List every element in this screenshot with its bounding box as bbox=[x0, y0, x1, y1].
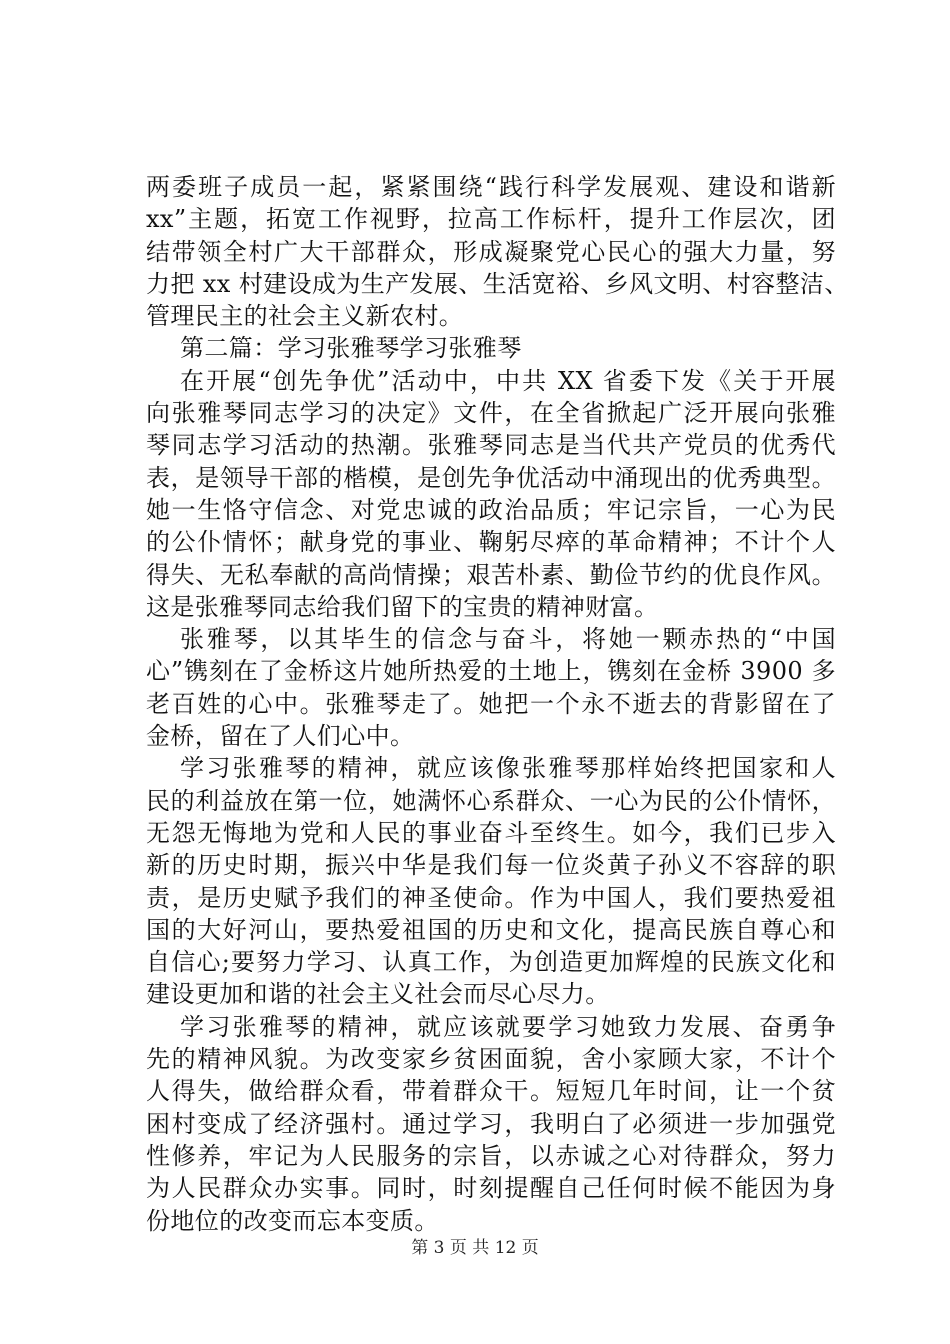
text-line: 得失、无私奉献的高尚情操；艰苦朴素、勤俭节约的优良作风。 bbox=[146, 560, 836, 589]
text-line: 人得失，做给群众看，带着群众干。短短几年时间，让一个贫 bbox=[146, 1077, 836, 1106]
text-line: 向张雅琴同志学习的决定》文件，在全省掀起广泛开展向张雅 bbox=[146, 399, 836, 428]
text-line: 自信心;要努力学习、认真工作，为创造更加辉煌的民族文化和 bbox=[146, 948, 836, 977]
text-line: 责，是历史赋予我们的神圣使命。作为中国人，我们要热爱祖 bbox=[146, 883, 836, 912]
text-line: 表，是领导干部的楷模，是创先争优活动中涌现出的优秀典型。 bbox=[146, 463, 836, 492]
text-line: 两委班子成员一起，紧紧围绕“践行科学发展观、建设和谐新 bbox=[146, 173, 836, 201]
text-line: 国的大好河山，要热爱祖国的历史和文化，提高民族自尊心和 bbox=[146, 915, 836, 944]
text-line: 心”镌刻在了金桥这片她所热爱的土地上，镌刻在金桥 3900 多 bbox=[146, 657, 836, 686]
text-line: 这是张雅琴同志给我们留下的宝贵的精神财富。 bbox=[146, 592, 659, 621]
text-line: 学习张雅琴的精神，就应该像张雅琴那样始终把国家和人 bbox=[180, 754, 836, 783]
body-text bbox=[146, 171, 849, 1237]
text-line: 老百姓的心中。张雅琴走了。她把一个永不逝去的背影留在了 bbox=[146, 689, 836, 718]
text-line: 无怨无悔地为党和人民的事业奋斗至终生。如今，我们已步入 bbox=[146, 818, 836, 847]
text-line: xx”主题，拓宽工作视野，拉高工作标杆，提升工作层次，团 bbox=[146, 205, 836, 234]
text-line: 性修养，牢记为人民服务的宗旨，以赤诚之心对待群众，努力 bbox=[146, 1141, 836, 1170]
text-line: 困村变成了经济强村。通过学习，我明白了必须进一步加强党 bbox=[146, 1109, 836, 1138]
text-line: 份地位的改变而忘本变质。 bbox=[146, 1206, 439, 1235]
text-line: 建设更加和谐的社会主义社会而尽心尽力。 bbox=[146, 980, 610, 1009]
text-line: 在开展“创先争优”活动中，中共 XX 省委下发《关于开展 bbox=[180, 366, 836, 395]
text-line: 结带领全村广大干部群众，形成凝聚党心民心的强大力量，努 bbox=[146, 237, 836, 266]
text-line: 管理民主的社会主义新农村。 bbox=[146, 302, 464, 331]
page-footer: 第 3 页 共 12 页 bbox=[411, 1238, 539, 1258]
text-line: 第二篇：学习张雅琴学习张雅琴 bbox=[180, 334, 522, 363]
text-line: 力把 xx 村建设成为生产发展、生活宽裕、乡风文明、村容整洁、 bbox=[146, 269, 849, 298]
text-line: 为人民群众办实事。同时，时刻提醒自己任何时候不能因为身 bbox=[146, 1174, 836, 1203]
text-line: 先的精神风貌。为改变家乡贫困面貌，舍小家顾大家，不计个 bbox=[146, 1045, 836, 1074]
text-line: 新的历史时期，振兴中华是我们每一位炎黄子孙义不容辞的职 bbox=[146, 851, 836, 880]
text-line: 琴同志学习活动的热潮。张雅琴同志是当代共产党员的优秀代 bbox=[146, 431, 836, 460]
text-line: 张雅琴，以其毕生的信念与奋斗，将她一颗赤热的“中国 bbox=[180, 625, 836, 654]
text-line: 她一生恪守信念、对党忠诚的政治品质；牢记宗旨，一心为民 bbox=[146, 495, 836, 524]
text-line: 金桥，留在了人们心中。 bbox=[146, 722, 415, 751]
text-line: 学习张雅琴的精神，就应该就要学习她致力发展、奋勇争 bbox=[180, 1012, 836, 1041]
text-line: 的公仆情怀；献身党的事业、鞠躬尽瘁的革命精神；不计个人 bbox=[146, 528, 836, 557]
text-line: 民的利益放在第一位，她满怀心系群众、一心为民的公仆情怀， bbox=[146, 786, 836, 815]
